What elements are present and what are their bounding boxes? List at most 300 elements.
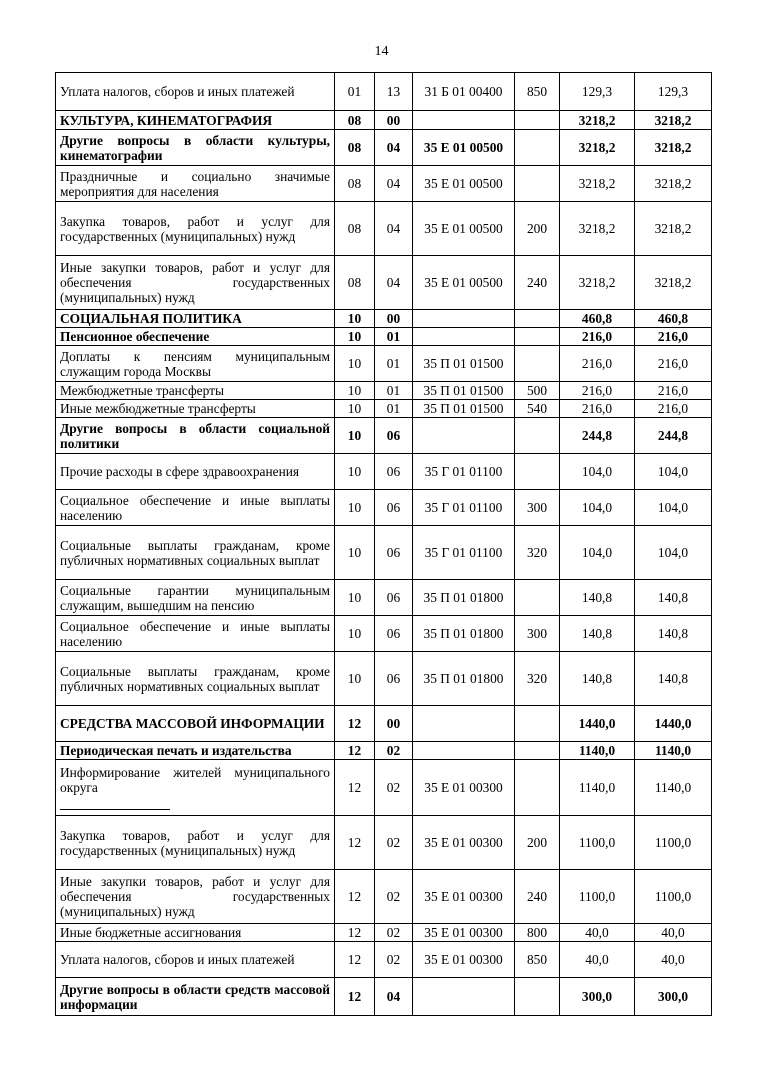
amount-year-2-text: 104,0 [657,464,689,479]
subsection-code-text: 04 [386,275,401,290]
section-code [335,202,375,256]
row-name [56,166,335,202]
row-name-text: Социальные выплаты гражданам, кроме публичных нормативных социальных выплат [60,663,330,694]
row-name [56,130,335,166]
amount-year-2 [635,382,712,400]
amount-year-2 [635,166,712,202]
subsection-code-text: 04 [386,989,401,1004]
amount-year-1-text: 216,0 [581,329,613,344]
section-code [335,924,375,942]
table-row [56,924,712,942]
table-row [56,111,712,130]
section-code-text: 12 [347,989,362,1004]
expense-type-code [515,73,560,111]
row-name-text: Праздничные и социально значимые мероприятия для населения [60,168,330,199]
row-name [56,111,335,130]
section-code [335,454,375,490]
amount-year-2 [635,580,712,616]
amount-year-1 [560,111,635,130]
amount-year-2 [635,418,712,454]
expense-type-code-text: 850 [526,84,548,99]
subsection-code [375,346,413,382]
row-name-text: Прочие расходы в сфере здравоохранения [60,464,300,479]
target-article-code [413,130,515,166]
amount-year-1 [560,73,635,111]
expense-type-code [515,382,560,400]
row-name [56,924,335,942]
row-name [56,978,335,1016]
expense-type-code [515,870,560,924]
amount-year-1-text: 129,3 [581,84,613,99]
amount-year-1-text: 1140,0 [578,780,616,795]
target-article-code-text: 35 П 01 01500 [423,383,504,398]
subsection-code-text: 02 [386,952,401,967]
expense-type-code [515,454,560,490]
subsection-code-text: 01 [386,383,401,398]
row-name [56,382,335,400]
table-row [56,166,712,202]
target-article-code-text: 35 Е 01 00300 [424,952,503,967]
row-name-text: Уплата налогов, сборов и иных платежей [60,952,295,967]
amount-year-1 [560,924,635,942]
section-code [335,978,375,1016]
table-row [56,942,712,978]
expense-type-code [515,202,560,256]
target-article-code-text: 35 Е 01 00300 [424,835,503,850]
target-article-code [413,760,515,816]
table-row [56,870,712,924]
table-row [56,526,712,580]
expense-type-code-text: 300 [526,500,548,515]
expense-type-code-text: 850 [526,952,548,967]
section-code-text: 08 [347,140,362,155]
row-name-text: Пенсионное обеспечение [60,329,210,344]
section-code-text: 10 [347,329,362,344]
subsection-code [375,418,413,454]
section-code [335,382,375,400]
amount-year-2-text: 300,0 [657,989,689,1004]
row-name [56,256,335,310]
subsection-code [375,526,413,580]
amount-year-2-text: 3218,2 [654,221,692,236]
target-article-code [413,978,515,1016]
amount-year-2 [635,73,712,111]
table-row [56,202,712,256]
amount-year-2-text: 244,8 [657,428,689,443]
row-name [56,73,335,111]
expense-type-code [515,418,560,454]
expense-type-code [515,616,560,652]
amount-year-1 [560,166,635,202]
table-row [56,652,712,706]
subsection-code-text: 02 [386,835,401,850]
target-article-code-text: 35 Е 01 00500 [424,221,503,236]
amount-year-1-text: 216,0 [581,383,613,398]
section-code [335,490,375,526]
subsection-code-text: 04 [386,221,401,236]
row-name-text: Иные бюджетные ассигнования [60,925,242,940]
page-number: 14 [374,44,389,59]
target-article-code-text: 35 Е 01 00500 [423,140,504,155]
subsection-code [375,111,413,130]
row-name [56,454,335,490]
subsection-code [375,202,413,256]
section-code [335,166,375,202]
row-name-text: Социальное обеспечение и иные выплаты населению [60,492,330,523]
table-row [56,382,712,400]
subsection-code-text: 02 [386,780,401,795]
row-name [56,346,335,382]
amount-year-2-text: 216,0 [657,329,689,344]
amount-year-2 [635,942,712,978]
amount-year-2-text: 40,0 [661,952,685,967]
amount-year-1 [560,346,635,382]
target-article-code-text: 35 П 01 01800 [423,671,504,686]
section-code-text: 10 [347,464,362,479]
target-article-code [413,742,515,760]
table-row [56,256,712,310]
target-article-code-text: 35 П 01 01500 [423,356,504,371]
subsection-code [375,130,413,166]
section-code-text: 12 [347,743,362,758]
subsection-code-text: 04 [386,140,401,155]
section-code [335,870,375,924]
row-name [56,760,335,816]
amount-year-1 [560,256,635,310]
subsection-code-text: 06 [386,464,401,479]
section-code [335,706,375,742]
subsection-code [375,760,413,816]
amount-year-1 [560,382,635,400]
amount-year-2 [635,346,712,382]
row-name [56,942,335,978]
amount-year-1-text: 3218,2 [578,140,616,155]
amount-year-2 [635,111,712,130]
section-code [335,256,375,310]
amount-year-2-text: 3218,2 [654,112,692,128]
subsection-code-text: 01 [386,329,401,344]
subsection-code-text: 06 [386,671,401,686]
amount-year-2 [635,760,712,816]
expense-type-code [515,490,560,526]
target-article-code [413,310,515,328]
subsection-code-text: 01 [386,356,401,371]
subsection-code-text: 04 [386,176,401,191]
amount-year-1 [560,816,635,870]
amount-year-1 [560,742,635,760]
subsection-code [375,256,413,310]
section-code-text: 08 [347,221,362,236]
expense-type-code-text: 320 [526,545,548,560]
section-code [335,742,375,760]
section-code-text: 08 [347,112,362,128]
row-name [56,418,335,454]
section-code [335,328,375,346]
target-article-code-text: 35 П 01 01500 [423,401,504,416]
row-name [56,870,335,924]
amount-year-2 [635,490,712,526]
section-code [335,616,375,652]
amount-year-1-text: 3218,2 [578,176,616,191]
amount-year-2-text: 1100,0 [654,835,692,850]
row-name-text: Закупка товаров, работ и услуг для государственных (муниципальных) нужд [60,213,330,244]
subsection-code [375,942,413,978]
target-article-code-text: 35 Е 01 00500 [424,176,503,191]
amount-year-2 [635,310,712,328]
expense-type-code [515,526,560,580]
amount-year-1-text: 1100,0 [578,835,616,850]
amount-year-1-text: 1140,0 [578,743,616,758]
target-article-code [413,73,515,111]
subsection-code [375,400,413,418]
subsection-code [375,652,413,706]
amount-year-1-text: 104,0 [581,500,613,515]
row-name-text: Уплата налогов, сборов и иных платежей [60,84,295,99]
amount-year-1 [560,400,635,418]
row-name-text: Социальное обеспечение и иные выплаты населению [60,618,330,649]
section-code [335,346,375,382]
target-article-code [413,256,515,310]
expense-type-code [515,924,560,942]
table-row [56,706,712,742]
expense-type-code [515,760,560,816]
amount-year-1-text: 40,0 [585,925,609,940]
amount-year-1-text: 1100,0 [578,889,616,904]
section-code [335,526,375,580]
row-name-text: Социальные выплаты гражданам, кроме публичных нормативных социальных выплат [60,537,330,568]
section-code [335,111,375,130]
section-code-text: 08 [347,275,362,290]
target-article-code-text: 35 Е 01 00500 [424,275,503,290]
table-row [56,490,712,526]
amount-year-1 [560,202,635,256]
expense-type-code [515,742,560,760]
subsection-code [375,706,413,742]
subsection-code [375,616,413,652]
table-row [56,346,712,382]
subsection-code-text: 06 [386,590,401,605]
subsection-code [375,490,413,526]
amount-year-1 [560,978,635,1016]
section-code [335,130,375,166]
row-name-text: СОЦИАЛЬНАЯ ПОЛИТИКА [60,311,242,326]
amount-year-1-text: 216,0 [581,356,613,371]
subsection-code [375,816,413,870]
amount-year-2 [635,616,712,652]
target-article-code [413,526,515,580]
subsection-code [375,73,413,111]
table-row [56,454,712,490]
row-name-text: Иные закупки товаров, работ и услуг для обеспечения государственных (муниципальных) нужд [60,874,330,919]
target-article-code [413,490,515,526]
amount-year-1 [560,310,635,328]
section-code-text: 12 [347,925,362,940]
amount-year-1 [560,870,635,924]
amount-year-2 [635,706,712,742]
amount-year-2-text: 460,8 [657,311,689,326]
section-code [335,652,375,706]
amount-year-1 [560,706,635,742]
expense-type-code-text: 200 [526,221,548,236]
amount-year-2 [635,742,712,760]
amount-year-1 [560,580,635,616]
row-name [56,816,335,870]
row-name-text: Информирование жителей муниципального округа [60,765,330,795]
section-code-text: 12 [347,780,362,795]
table-row [56,310,712,328]
target-article-code [413,328,515,346]
subsection-code [375,328,413,346]
expense-type-code-text: 500 [526,383,548,398]
table-row [56,978,712,1016]
expense-type-code [515,978,560,1016]
subsection-code [375,580,413,616]
row-name [56,310,335,328]
amount-year-2-text: 1440,0 [654,716,692,731]
amount-year-2 [635,870,712,924]
subsection-code [375,978,413,1016]
expense-type-code-text: 240 [526,275,548,290]
target-article-code [413,816,515,870]
subsection-code-text: 01 [386,401,401,416]
amount-year-2-text: 3218,2 [654,275,692,290]
subsection-code [375,870,413,924]
amount-year-2 [635,652,712,706]
section-code [335,760,375,816]
row-name-text: Доплаты к пенсиям муниципальным служащим города Москвы [60,348,330,379]
amount-year-2-text: 3218,2 [654,176,692,191]
amount-year-2 [635,400,712,418]
amount-year-2-text: 140,8 [657,590,689,605]
amount-year-1 [560,328,635,346]
expense-type-code [515,346,560,382]
target-article-code-text: 35 Г 01 01100 [424,500,503,515]
amount-year-1-text: 300,0 [581,989,613,1004]
subsection-code-text: 06 [386,428,401,443]
amount-year-2 [635,256,712,310]
section-code-text: 10 [347,401,362,416]
target-article-code-text: 35 Г 01 01100 [424,545,503,560]
section-code-text: 10 [347,626,362,641]
row-name-text: Закупка товаров, работ и услуг для государственных (муниципальных) нужд [60,827,330,858]
row-name [56,652,335,706]
row-name-text: КУЛЬТУРА, КИНЕМАТОГРАФИЯ [60,112,273,128]
underline-rule [60,795,170,810]
row-name [56,490,335,526]
target-article-code [413,616,515,652]
amount-year-2 [635,816,712,870]
subsection-code [375,742,413,760]
expense-type-code-text: 200 [526,835,548,850]
expense-type-code-text: 540 [526,401,548,416]
table-row [56,616,712,652]
amount-year-2-text: 1140,0 [654,743,692,758]
row-name-text: Другие вопросы в области средств массовой информации [60,981,330,1012]
target-article-code [413,346,515,382]
subsection-code [375,924,413,942]
target-article-code [413,418,515,454]
target-article-code [413,870,515,924]
table-row [56,418,712,454]
section-code-text: 01 [347,84,362,99]
target-article-code-text: 35 Г 01 01100 [424,464,503,479]
target-article-code [413,382,515,400]
section-code [335,942,375,978]
amount-year-2-text: 216,0 [657,383,689,398]
subsection-code [375,166,413,202]
expense-type-code-text: 320 [526,671,548,686]
row-name [56,706,335,742]
amount-year-2-text: 1100,0 [654,889,692,904]
table-body [56,73,712,1016]
target-article-code [413,706,515,742]
subsection-code [375,454,413,490]
section-code-text: 10 [347,500,362,515]
expense-type-code-text: 240 [526,889,548,904]
subsection-code-text: 00 [386,311,401,326]
table-row [56,400,712,418]
amount-year-1 [560,760,635,816]
amount-year-1-text: 3218,2 [578,275,616,290]
table-row [56,73,712,111]
amount-year-2-text: 40,0 [661,925,685,940]
subsection-code-text: 13 [386,84,401,99]
amount-year-1 [560,526,635,580]
amount-year-1 [560,490,635,526]
amount-year-1 [560,418,635,454]
amount-year-2-text: 216,0 [657,356,689,371]
row-name [56,400,335,418]
section-code-text: 12 [347,835,362,850]
amount-year-2-text: 104,0 [657,500,689,515]
row-name [56,742,335,760]
amount-year-2-text: 140,8 [657,671,689,686]
amount-year-2 [635,328,712,346]
row-name-text: Другие вопросы в области социальной политики [60,420,330,451]
row-name-text: Социальные гарантии муниципальным служащим, вышедшим на пенсию [60,582,330,613]
table-row [56,580,712,616]
expense-type-code [515,816,560,870]
section-code-text: 10 [347,428,362,443]
section-code [335,310,375,328]
subsection-code-text: 00 [386,112,401,128]
target-article-code-text: 35 Е 01 00300 [424,925,503,940]
subsection-code-text: 02 [386,889,401,904]
section-code [335,580,375,616]
expense-type-code [515,400,560,418]
amount-year-2-text: 1140,0 [654,780,692,795]
amount-year-1-text: 244,8 [581,428,613,443]
section-code [335,400,375,418]
target-article-code [413,652,515,706]
amount-year-1-text: 140,8 [581,626,613,641]
row-name-text: Межбюджетные трансферты [60,383,224,398]
subsection-code [375,382,413,400]
table-row [56,816,712,870]
section-code [335,816,375,870]
section-code [335,73,375,111]
section-code-text: 10 [347,311,362,326]
expense-type-code [515,652,560,706]
expense-type-code [515,706,560,742]
row-name [56,202,335,256]
section-code-text: 12 [347,952,362,967]
section-code [335,418,375,454]
amount-year-1-text: 140,8 [581,590,613,605]
section-code-text: 10 [347,545,362,560]
expense-type-code [515,328,560,346]
section-code-text: 12 [347,889,362,904]
